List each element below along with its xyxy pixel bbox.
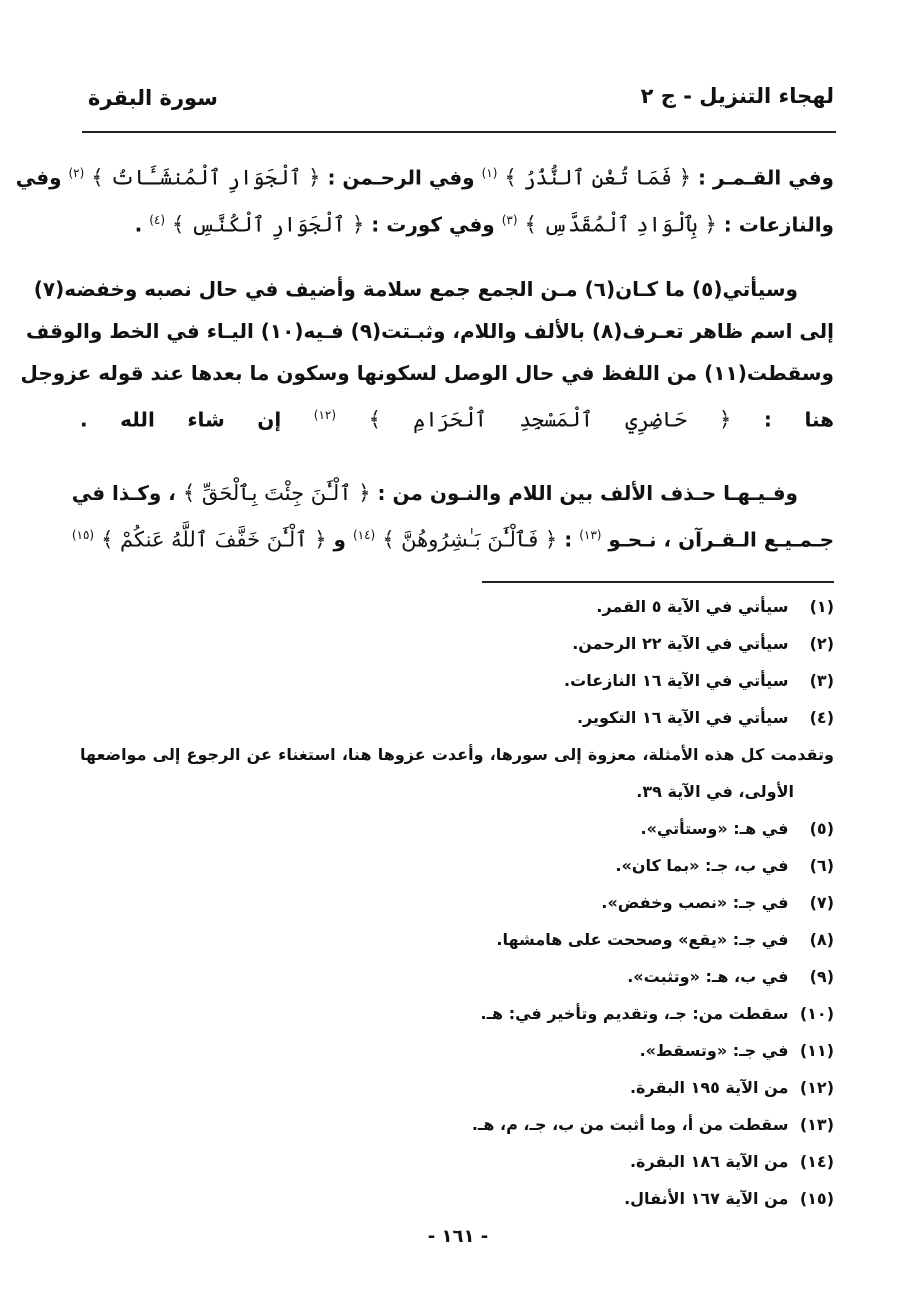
text-run: وفي القـمـر : — [691, 165, 834, 190]
paragraph-2 — [20, 268, 834, 441]
footnote-item — [80, 1180, 834, 1217]
footnote-ref: (١٢) — [313, 408, 337, 422]
footnote-text: في جـ: «وتسقط». — [639, 1041, 789, 1060]
text-run: وفي الرحـمن : — [320, 165, 475, 190]
footnote-ref: (١٣) — [579, 528, 602, 542]
text-run: ، وكـذا في — [71, 481, 176, 505]
footnote-item — [80, 958, 834, 995]
footnote-number: (٨) — [809, 930, 834, 949]
footnote-number: (١٠) — [799, 1004, 834, 1023]
footnote-text: سيأتي في الآية ٢٢ الرحمن. — [572, 634, 789, 653]
text-run: هنا : — [731, 407, 834, 432]
footnote-ref: (١) — [481, 166, 498, 180]
footnote-number: (١٤) — [799, 1152, 834, 1171]
text-run: . — [134, 212, 143, 237]
footnote-number: (٧) — [809, 893, 834, 912]
footnote-text: سقطت من أ، وما أثبت من ب، جـ، م، هـ. — [471, 1115, 789, 1134]
page-number: - ١٦١ - — [427, 1226, 489, 1247]
paragraph-1-line-2 — [80, 199, 834, 246]
footnote-item — [80, 1143, 834, 1180]
footnote-item — [80, 884, 834, 921]
footnote-number: (٤) — [809, 708, 834, 727]
quran-quote: ﴿ بِٱلْوَادِ ٱلْمُقَدَّسِ ﴾ — [524, 212, 717, 237]
footnotes — [80, 588, 834, 1217]
footnote-item — [80, 1032, 834, 1069]
footnote-item — [80, 699, 834, 736]
text-run: جـمـيـع الـقـرآن ، نـحـو — [608, 527, 834, 552]
footnote-text: من الآية ١٩٥ البقرة. — [629, 1078, 789, 1097]
paragraph-1-line-1 — [15, 152, 834, 199]
quran-quote: ﴿ حَاضِرِي ٱلْمَسْجِدِ ٱلْحَرَامِ ﴾ — [368, 407, 732, 432]
quran-quote: ﴿ ٱلْجَوَارِ ٱلْكُنَّسِ ﴾ — [172, 212, 365, 237]
footnote-ref: (٣) — [501, 212, 518, 227]
text-run: وفي — [15, 165, 62, 190]
paragraph-3-line-1 — [71, 472, 834, 514]
footnote-number: (١) — [809, 597, 834, 616]
paragraph-3-line-2 — [71, 514, 834, 561]
footnote-number: (٦) — [809, 856, 834, 875]
quran-quote: ﴿ فَٱلْـَٰٔنَ بَـٰشِرُوهُنَّ ﴾ — [382, 527, 558, 552]
footnote-item — [80, 588, 834, 625]
footnote-item — [80, 810, 834, 847]
footnote-ref: (٢) — [68, 166, 85, 180]
footnote-text: سيأتي في الآية ١٦ التكوير. — [576, 708, 789, 727]
paragraph-2-line-1: وسيأتي(٥) ما كـان(٦) مـن الجمع جمع سلامة وأضيف في حال نصبه وخفضه(٧) — [33, 277, 798, 301]
footnote-number: (١٣) — [799, 1115, 834, 1134]
footnote-continuation — [80, 773, 834, 810]
footnote-number: (١٥) — [799, 1189, 834, 1208]
footnote-text: سيأتي في الآية ٥ القمر. — [596, 597, 789, 616]
footnote-item — [80, 995, 834, 1032]
footnote-number: (١١) — [799, 1041, 834, 1060]
footnote-text: وتقدمت كل هذه الأمثلة، معزوة إلى سورها، وأعدت عزوها هنا، استغناء عن الرجوع إلى مواضعها — [80, 745, 834, 764]
footnote-text: في جـ: «نصب وخفض». — [601, 893, 789, 912]
footnote-text: في ب، جـ: «بما كان». — [615, 856, 789, 875]
paragraph-2-line-3: وسقطت(١١) من اللفظ في حال الوصل لسكونها وسكون ما بعدها عند قوله عزوجل — [20, 361, 834, 385]
paragraph-2-line-2: إلى اسم ظاهر تعـرف(٨) بالألف واللام، وثبـتت(٩) فـيه(١٠) اليـاء في الخط والوقف — [26, 319, 834, 343]
paragraph-1 — [15, 152, 834, 245]
running-header-surah-title: سورة البقرة — [88, 86, 218, 110]
text-run: إن شاء الله . — [80, 407, 282, 432]
paragraph-2-line-4 — [80, 394, 834, 441]
quran-quote: ﴿ ٱلْجَوَارِ ٱلْمُنشَـَٔاتُ ﴾ — [91, 165, 321, 190]
footnote-ref: (١٥) — [71, 528, 95, 542]
footnote-separator — [482, 581, 834, 583]
quran-quote: ﴿ ٱلْـَٰٔنَ خَفَّفَ ٱللَّهُ عَنكُمْ ﴾ — [101, 527, 327, 552]
paragraph-3 — [71, 472, 834, 561]
footnote-item — [80, 847, 834, 884]
running-header-book-title: لهجاء التنزيل - ج ٢ — [640, 84, 834, 108]
text-run: : — [557, 527, 573, 552]
footnote-item — [80, 921, 834, 958]
footnote-item — [80, 1106, 834, 1143]
footnote-text: سقطت من: جـ، وتقديم وتأخير في: هـ. — [480, 1004, 789, 1023]
quran-quote: ﴿ فَمَا تُغْنِ ٱلنُّذُرُ ﴾ — [504, 165, 692, 190]
text-run: وفـيـهـا حـذف الألف بين اللام والنـون من : — [370, 481, 798, 505]
footnote-item — [80, 1069, 834, 1106]
text-run: والنازعات : — [716, 212, 834, 237]
footnote-text: من الآية ١٦٧ الأنفال. — [624, 1189, 789, 1208]
quran-quote: ﴿ ٱلْـَٰٔنَ جِئْتَ بِٱلْحَقِّ ﴾ — [182, 481, 371, 505]
text-run: و — [326, 527, 346, 552]
footnote-continuation — [80, 736, 834, 773]
footnote-text: في ب، هـ: «وتثبت». — [627, 967, 789, 986]
footnote-text: من الآية ١٨٦ البقرة. — [629, 1152, 789, 1171]
footnote-ref: (١٤) — [352, 528, 376, 542]
footnote-number: (٩) — [809, 967, 834, 986]
header-rule — [82, 131, 836, 133]
footnote-number: (١٢) — [799, 1078, 834, 1097]
footnote-ref: (٤) — [149, 212, 166, 227]
text-run: وفي كورت : — [364, 212, 495, 237]
footnote-number: (٣) — [809, 671, 834, 690]
footnote-number: (٢) — [809, 634, 834, 653]
footnote-text: الأولى، في الآية ٣٩. — [636, 782, 794, 801]
footnote-item — [80, 662, 834, 699]
footnote-text: في جـ: «يقع» وصححت على هامشها. — [496, 930, 789, 949]
footnote-text: في هـ: «وستأتي». — [640, 819, 789, 838]
footnote-number: (٥) — [809, 819, 834, 838]
footnote-text: سيأتي في الآية ١٦ النازعات. — [564, 671, 789, 690]
footnote-item — [80, 625, 834, 662]
